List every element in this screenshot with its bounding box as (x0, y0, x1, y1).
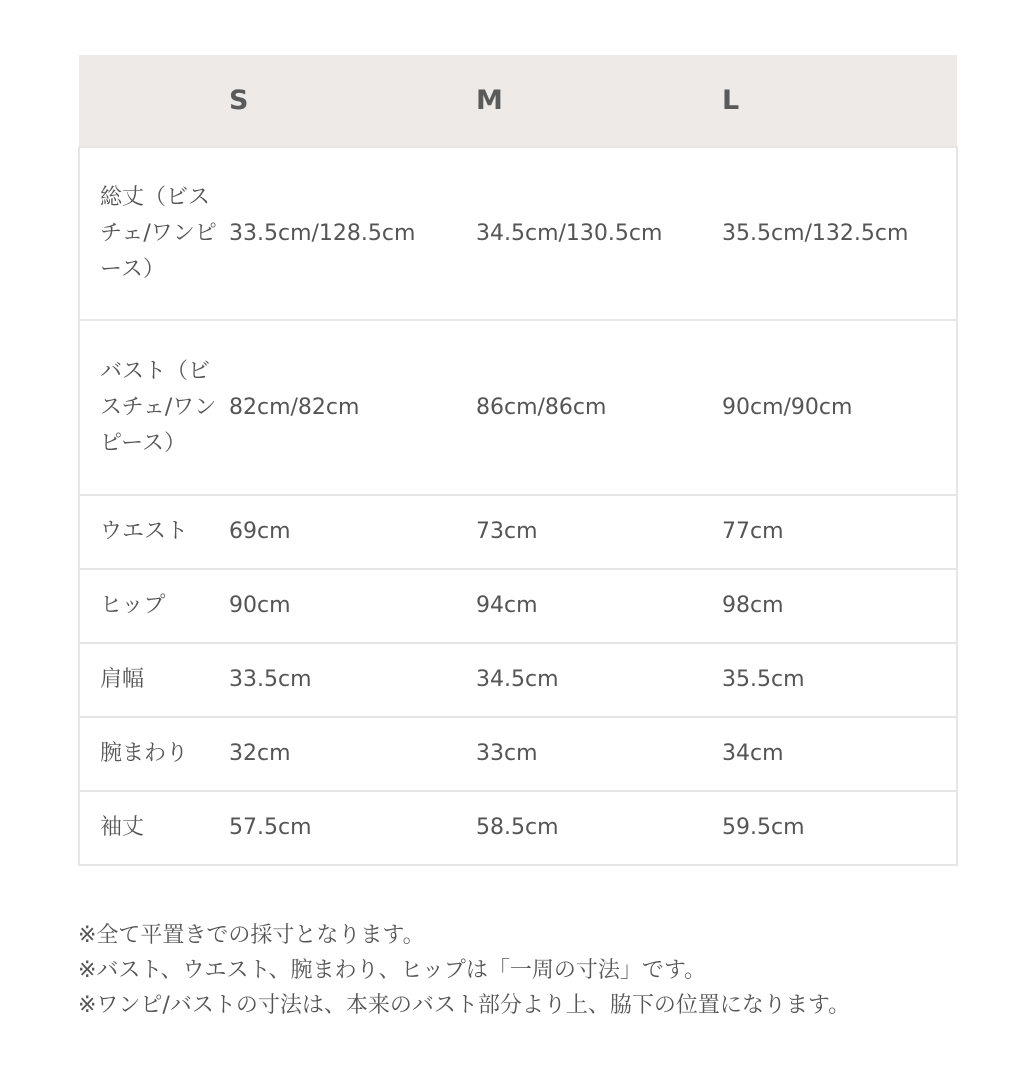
header-size-s: S (229, 55, 476, 147)
cell-value-s: 57.5cm (229, 791, 476, 865)
cell-value-l: 59.5cm (722, 791, 957, 865)
cell-value-s: 90cm (229, 569, 476, 643)
cell-value-m: 33cm (476, 717, 722, 791)
row-label: バスト（ビスチェ/ワンピース） (79, 320, 229, 495)
header-size-m: M (476, 55, 722, 147)
note-line: ※バスト、ウエスト、腕まわり、ヒップは「一周の寸法」です。 (78, 958, 707, 983)
cell-value-l: 35.5cm (722, 643, 957, 717)
cell-value-s: 33.5cm/128.5cm (229, 147, 476, 320)
note-line: ※ワンピ/バストの寸法は、本来のバスト部分より上、脇下の位置になります。 (78, 993, 851, 1018)
row-label: ヒップ (79, 569, 229, 643)
cell-value-m: 94cm (476, 569, 722, 643)
row-label: ウエスト (79, 495, 229, 569)
header-size-l: L (722, 55, 957, 147)
cell-value-l: 34cm (722, 717, 957, 791)
cell-value-l: 90cm/90cm (722, 320, 957, 495)
cell-value-m: 34.5cm/130.5cm (476, 147, 722, 320)
table-row (79, 495, 957, 569)
cell-value-l: 35.5cm/132.5cm (722, 147, 957, 320)
note-line: ※全て平置きでの採寸となります。 (78, 923, 425, 948)
measurement-notes (78, 918, 998, 1023)
size-header-row (79, 55, 957, 147)
cell-value-m: 73cm (476, 495, 722, 569)
cell-value-m: 58.5cm (476, 791, 722, 865)
row-label: 袖丈 (79, 791, 229, 865)
cell-value-m: 86cm/86cm (476, 320, 722, 495)
cell-value-l: 98cm (722, 569, 957, 643)
cell-value-s: 33.5cm (229, 643, 476, 717)
cell-value-l: 77cm (722, 495, 957, 569)
header-empty-cell (79, 55, 229, 147)
cell-value-m: 34.5cm (476, 643, 722, 717)
table-row (79, 717, 957, 791)
cell-value-s: 32cm (229, 717, 476, 791)
table-row (79, 320, 957, 495)
cell-value-s: 82cm/82cm (229, 320, 476, 495)
table-row (79, 569, 957, 643)
table-row (79, 791, 957, 865)
row-label: 肩幅 (79, 643, 229, 717)
cell-value-s: 69cm (229, 495, 476, 569)
table-row (79, 147, 957, 320)
row-label: 腕まわり (79, 717, 229, 791)
size-chart-table (78, 55, 958, 866)
table-row (79, 643, 957, 717)
row-label: 総丈（ビスチェ/ワンピース） (79, 147, 229, 320)
